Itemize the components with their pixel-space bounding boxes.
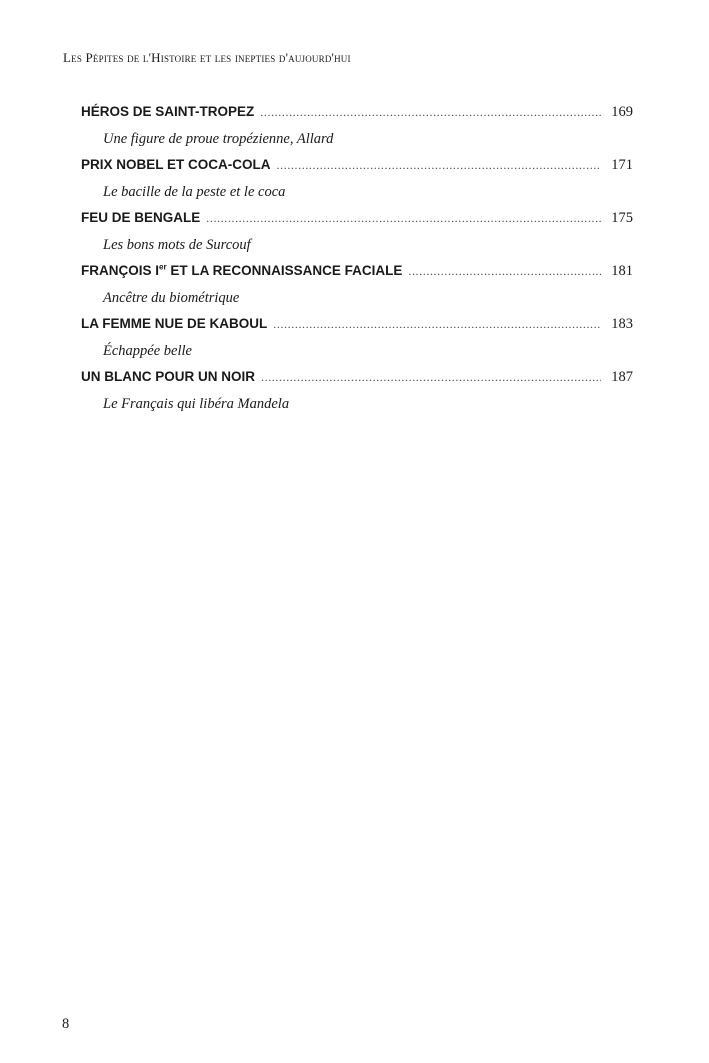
toc-entry-title: FEU DE BENGALE bbox=[81, 210, 201, 225]
dot-leader bbox=[273, 317, 601, 332]
dot-leader bbox=[408, 264, 601, 279]
toc-entry-subtitle: Ancêtre du biométrique bbox=[103, 290, 240, 306]
toc-page-number: 171 bbox=[611, 157, 633, 173]
running-header: Les Pépites de l'Histoire et les inepties d'aujourd'hui bbox=[63, 50, 351, 65]
table-of-contents bbox=[81, 104, 633, 422]
toc-entry-title-line bbox=[81, 369, 633, 393]
toc-page-number: 187 bbox=[611, 369, 633, 385]
toc-entry bbox=[81, 369, 633, 422]
toc-entry bbox=[81, 263, 633, 316]
toc-entry-title: UN BLANC POUR UN NOIR bbox=[81, 369, 255, 384]
toc-entry-subtitle: Le bacille de la peste et le coca bbox=[103, 184, 286, 200]
dot-leader bbox=[206, 211, 601, 226]
toc-entry-subtitle: Les bons mots de Surcouf bbox=[103, 237, 251, 253]
toc-entry bbox=[81, 316, 633, 369]
toc-entry-title bbox=[81, 263, 402, 278]
toc-entry-title-line bbox=[81, 104, 633, 128]
toc-entry-title-line bbox=[81, 316, 633, 340]
toc-page-number: 181 bbox=[611, 263, 633, 279]
toc-page-number: 175 bbox=[611, 210, 633, 226]
toc-entry-title-line bbox=[81, 263, 633, 287]
toc-page-number: 183 bbox=[611, 316, 633, 332]
toc-entry bbox=[81, 157, 633, 210]
ordinal-superscript: er bbox=[159, 262, 167, 272]
dot-leader bbox=[261, 370, 601, 385]
toc-entry-title: PRIX NOBEL ET COCA-COLA bbox=[81, 157, 271, 172]
toc-entry-subtitle: Échappée belle bbox=[103, 343, 192, 359]
toc-entry bbox=[81, 210, 633, 263]
toc-entry-title: LA FEMME NUE DE KABOUL bbox=[81, 316, 268, 331]
dot-leader bbox=[277, 158, 602, 173]
toc-page-number: 169 bbox=[611, 104, 633, 120]
toc-entry-title-part1: FRANÇOIS I bbox=[81, 263, 160, 278]
toc-entry-subtitle: Le Français qui libéra Mandela bbox=[103, 396, 290, 412]
dot-leader bbox=[260, 105, 601, 120]
toc-entry-title-part2: ET LA RECONNAISSANCE FACIALE bbox=[166, 263, 403, 278]
page-folio: 8 bbox=[62, 1016, 70, 1032]
toc-entry bbox=[81, 104, 633, 157]
toc-entry-title-line bbox=[81, 210, 633, 234]
toc-entry-subtitle: Une figure de proue tropézienne, Allard bbox=[103, 131, 334, 147]
toc-entry-title: HÉROS DE SAINT-TROPEZ bbox=[81, 104, 255, 119]
toc-entry-title-line bbox=[81, 157, 633, 181]
